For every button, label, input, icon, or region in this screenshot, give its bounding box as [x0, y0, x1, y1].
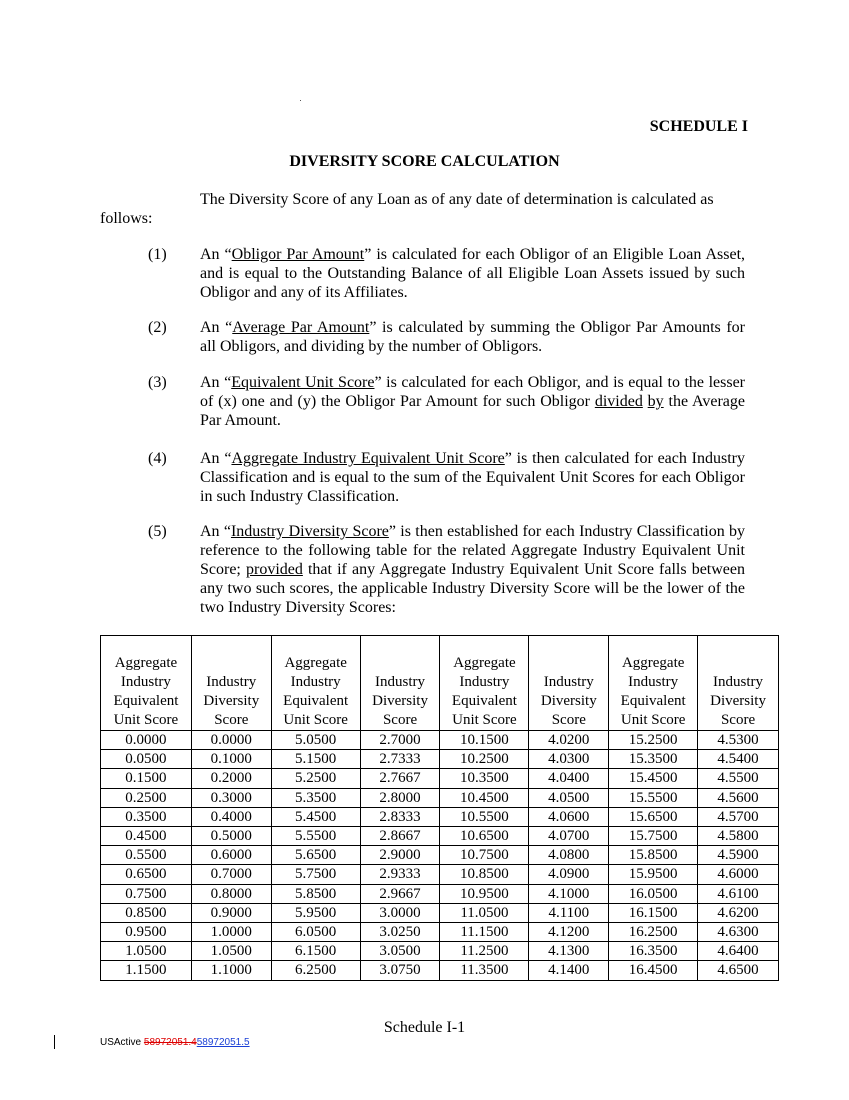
table-cell: 15.5500 [609, 788, 698, 807]
table-cell: 4.1100 [529, 903, 609, 922]
document-id: USActive 58972051.458972051.5 [100, 1037, 250, 1048]
table-cell: 2.8333 [360, 807, 440, 826]
table-cell: 10.1500 [440, 731, 529, 750]
table-cell: 15.6500 [609, 807, 698, 826]
table-cell: 10.3500 [440, 769, 529, 788]
table-cell: 2.9667 [360, 884, 440, 903]
table-cell: 4.1400 [529, 961, 609, 980]
column-header: Aggregate Industry Equivalent Unit Score [101, 636, 192, 731]
table-cell: 4.1300 [529, 942, 609, 961]
table-cell: 2.9000 [360, 846, 440, 865]
stray-dot [300, 100, 301, 101]
table-cell: 6.0500 [271, 923, 360, 942]
table-cell: 16.1500 [609, 903, 698, 922]
paragraph-number: (2) [148, 319, 167, 336]
table-cell: 1.0000 [191, 923, 271, 942]
table-cell: 2.7000 [360, 731, 440, 750]
table-row [101, 865, 779, 884]
table-cell: 16.4500 [609, 961, 698, 980]
table-cell: 4.5800 [698, 827, 779, 846]
table-cell: 4.0600 [529, 807, 609, 826]
definition-paragraph-4: (4) An “Aggregate Industry Equivalent Unit Score” is then calculated for each Industry Classification and is equal to the sum of the Equivalent Unit Scores for each Obligor in such Industry Classification. [148, 450, 745, 505]
table-cell: 15.4500 [609, 769, 698, 788]
column-header: Industry Diversity Score [360, 636, 440, 731]
column-header: Industry Diversity Score [191, 636, 271, 731]
table-cell: 0.6000 [191, 846, 271, 865]
paragraph-number: (3) [148, 374, 167, 391]
diversity-score-table [100, 635, 779, 981]
table-cell: 10.2500 [440, 750, 529, 769]
table-cell: 0.2500 [101, 788, 192, 807]
table-cell: 15.8500 [609, 846, 698, 865]
table-row [101, 846, 779, 865]
column-header: Industry Diversity Score [698, 636, 779, 731]
table-cell: 3.0000 [360, 903, 440, 922]
table-cell: 0.8000 [191, 884, 271, 903]
table-cell: 4.0500 [529, 788, 609, 807]
table-row [101, 731, 779, 750]
table-cell: 6.2500 [271, 961, 360, 980]
table-row [101, 961, 779, 980]
table-cell: 2.7333 [360, 750, 440, 769]
table-cell: 4.0700 [529, 827, 609, 846]
table-cell: 0.5000 [191, 827, 271, 846]
table-cell: 4.6400 [698, 942, 779, 961]
table-cell: 4.6100 [698, 884, 779, 903]
table-cell: 11.0500 [440, 903, 529, 922]
table-cell: 1.1000 [191, 961, 271, 980]
table-cell: 4.5300 [698, 731, 779, 750]
table-cell: 10.6500 [440, 827, 529, 846]
table-cell: 11.1500 [440, 923, 529, 942]
table-cell: 4.6200 [698, 903, 779, 922]
table-cell: 3.0250 [360, 923, 440, 942]
table-cell: 3.0500 [360, 942, 440, 961]
intro-line-1: The Diversity Score of any Loan as of any date of determination is calculated as [200, 191, 714, 208]
definition-paragraph-5: (5) An “Industry Diversity Score” is then established for each Industry Classification by reference to the following table for the related Aggregate Industry Equivalent Unit Score; provided that if any Aggregate Industry Equivalent Unit Score falls between any two such scores, the applicable Industry Diversity Score will be the lower of the two Industry Diversity Scores: [148, 523, 746, 616]
table-cell: 0.4000 [191, 807, 271, 826]
table-cell: 10.4500 [440, 788, 529, 807]
table-cell: 10.8500 [440, 865, 529, 884]
table-cell: 5.0500 [271, 731, 360, 750]
table-cell: 11.2500 [440, 942, 529, 961]
table-cell: 4.0800 [529, 846, 609, 865]
table-cell: 0.0500 [101, 750, 192, 769]
table-cell: 16.2500 [609, 923, 698, 942]
table-cell: 4.1000 [529, 884, 609, 903]
table-cell: 2.9333 [360, 865, 440, 884]
table-row [101, 942, 779, 961]
table-cell: 15.7500 [609, 827, 698, 846]
table-cell: 0.5500 [101, 846, 192, 865]
table-cell: 10.9500 [440, 884, 529, 903]
table-cell: 4.0300 [529, 750, 609, 769]
table-cell: 0.3000 [191, 788, 271, 807]
defined-term: Aggregate Industry Equivalent Unit Score [231, 450, 505, 467]
intro-paragraph [100, 190, 745, 228]
table-cell: 4.1200 [529, 923, 609, 942]
table-cell: 5.4500 [271, 807, 360, 826]
column-header: Aggregate Industry Equivalent Unit Score [271, 636, 360, 731]
table-cell: 5.1500 [271, 750, 360, 769]
table-cell: 5.7500 [271, 865, 360, 884]
paragraph-number: (5) [148, 523, 167, 540]
table-cell: 4.0900 [529, 865, 609, 884]
table-cell: 2.7667 [360, 769, 440, 788]
column-header: Industry Diversity Score [529, 636, 609, 731]
table-row [101, 788, 779, 807]
table-cell: 0.0000 [101, 731, 192, 750]
page-number: Schedule I-1 [383, 1019, 466, 1036]
table-cell: 16.3500 [609, 942, 698, 961]
change-bar [54, 1035, 55, 1049]
page-title: DIVERSITY SCORE CALCULATION [289, 153, 560, 170]
table-cell: 1.1500 [101, 961, 192, 980]
definition-paragraph-2: (2) An “Average Par Amount” is calculated by summing the Obligor Par Amounts for all Obligors, and dividing by the number of Obligors. [148, 319, 746, 355]
defined-term: Industry Diversity Score [230, 523, 389, 540]
table-cell: 1.0500 [191, 942, 271, 961]
table-cell: 10.7500 [440, 846, 529, 865]
table-row [101, 923, 779, 942]
column-header: Aggregate Industry Equivalent Unit Score [440, 636, 529, 731]
document-id-new: 58972051.5 [196, 1037, 250, 1048]
table-cell: 0.7500 [101, 884, 192, 903]
defined-term: Equivalent Unit Score [231, 374, 375, 391]
table-cell: 0.0000 [191, 731, 271, 750]
intro-line-2: follows: [100, 210, 153, 227]
table-cell: 0.1000 [191, 750, 271, 769]
table-cell: 4.5600 [698, 788, 779, 807]
table-cell: 1.0500 [101, 942, 192, 961]
table-cell: 0.9500 [101, 923, 192, 942]
paragraph-number: (4) [148, 450, 167, 467]
table-cell: 0.4500 [101, 827, 192, 846]
table-cell: 0.6500 [101, 865, 192, 884]
defined-term: Average Par Amount [232, 319, 370, 336]
table-cell: 0.3500 [101, 807, 192, 826]
table-cell: 4.5900 [698, 846, 779, 865]
table-row [101, 807, 779, 826]
table-cell: 15.9500 [609, 865, 698, 884]
table-cell: 3.0750 [360, 961, 440, 980]
table-row [101, 903, 779, 922]
table-cell: 5.2500 [271, 769, 360, 788]
definition-paragraph-3: (3) An “Equivalent Unit Score” is calculated for each Obligor, and is equal to the lesser of (x) one and (y) the Obligor Par Amount for such Obligor divided by the Average Par Amount. [148, 374, 746, 429]
definition-paragraph-1: (1) An “Obligor Par Amount” is calculated for each Obligor of an Eligible Loan Asset, and is equal to the Outstanding Balance of all Eligible Loan Assets issued by such Obligor and any of its Affiliates. [148, 246, 746, 301]
table-cell: 11.3500 [440, 961, 529, 980]
table-header-row [101, 636, 779, 731]
paragraph-number: (1) [148, 246, 167, 263]
table-cell: 5.9500 [271, 903, 360, 922]
table-cell: 4.5500 [698, 769, 779, 788]
table-cell: 0.1500 [101, 769, 192, 788]
table-cell: 16.0500 [609, 884, 698, 903]
table-cell: 5.6500 [271, 846, 360, 865]
table-cell: 10.5500 [440, 807, 529, 826]
table-cell: 5.5500 [271, 827, 360, 846]
table-cell: 0.2000 [191, 769, 271, 788]
table-cell: 6.1500 [271, 942, 360, 961]
table-cell: 2.8000 [360, 788, 440, 807]
table-cell: 4.5400 [698, 750, 779, 769]
table-row [101, 769, 779, 788]
table-cell: 5.8500 [271, 884, 360, 903]
table-cell: 0.9000 [191, 903, 271, 922]
table-row [101, 827, 779, 846]
table-cell: 15.2500 [609, 731, 698, 750]
column-header: Aggregate Industry Equivalent Unit Score [609, 636, 698, 731]
table-cell: 4.6000 [698, 865, 779, 884]
table-row [101, 750, 779, 769]
table-cell: 15.3500 [609, 750, 698, 769]
table-cell: 0.7000 [191, 865, 271, 884]
schedule-label: SCHEDULE I [649, 118, 748, 135]
table-cell: 2.8667 [360, 827, 440, 846]
document-id-old: 58972051.4 [143, 1037, 197, 1048]
table-cell: 5.3500 [271, 788, 360, 807]
table-cell: 4.0400 [529, 769, 609, 788]
table-cell: 4.5700 [698, 807, 779, 826]
table-row [101, 884, 779, 903]
table-cell: 0.8500 [101, 903, 192, 922]
defined-term: Obligor Par Amount [231, 246, 365, 263]
table-cell: 4.0200 [529, 731, 609, 750]
table-cell: 4.6500 [698, 961, 779, 980]
table-cell: 4.6300 [698, 923, 779, 942]
